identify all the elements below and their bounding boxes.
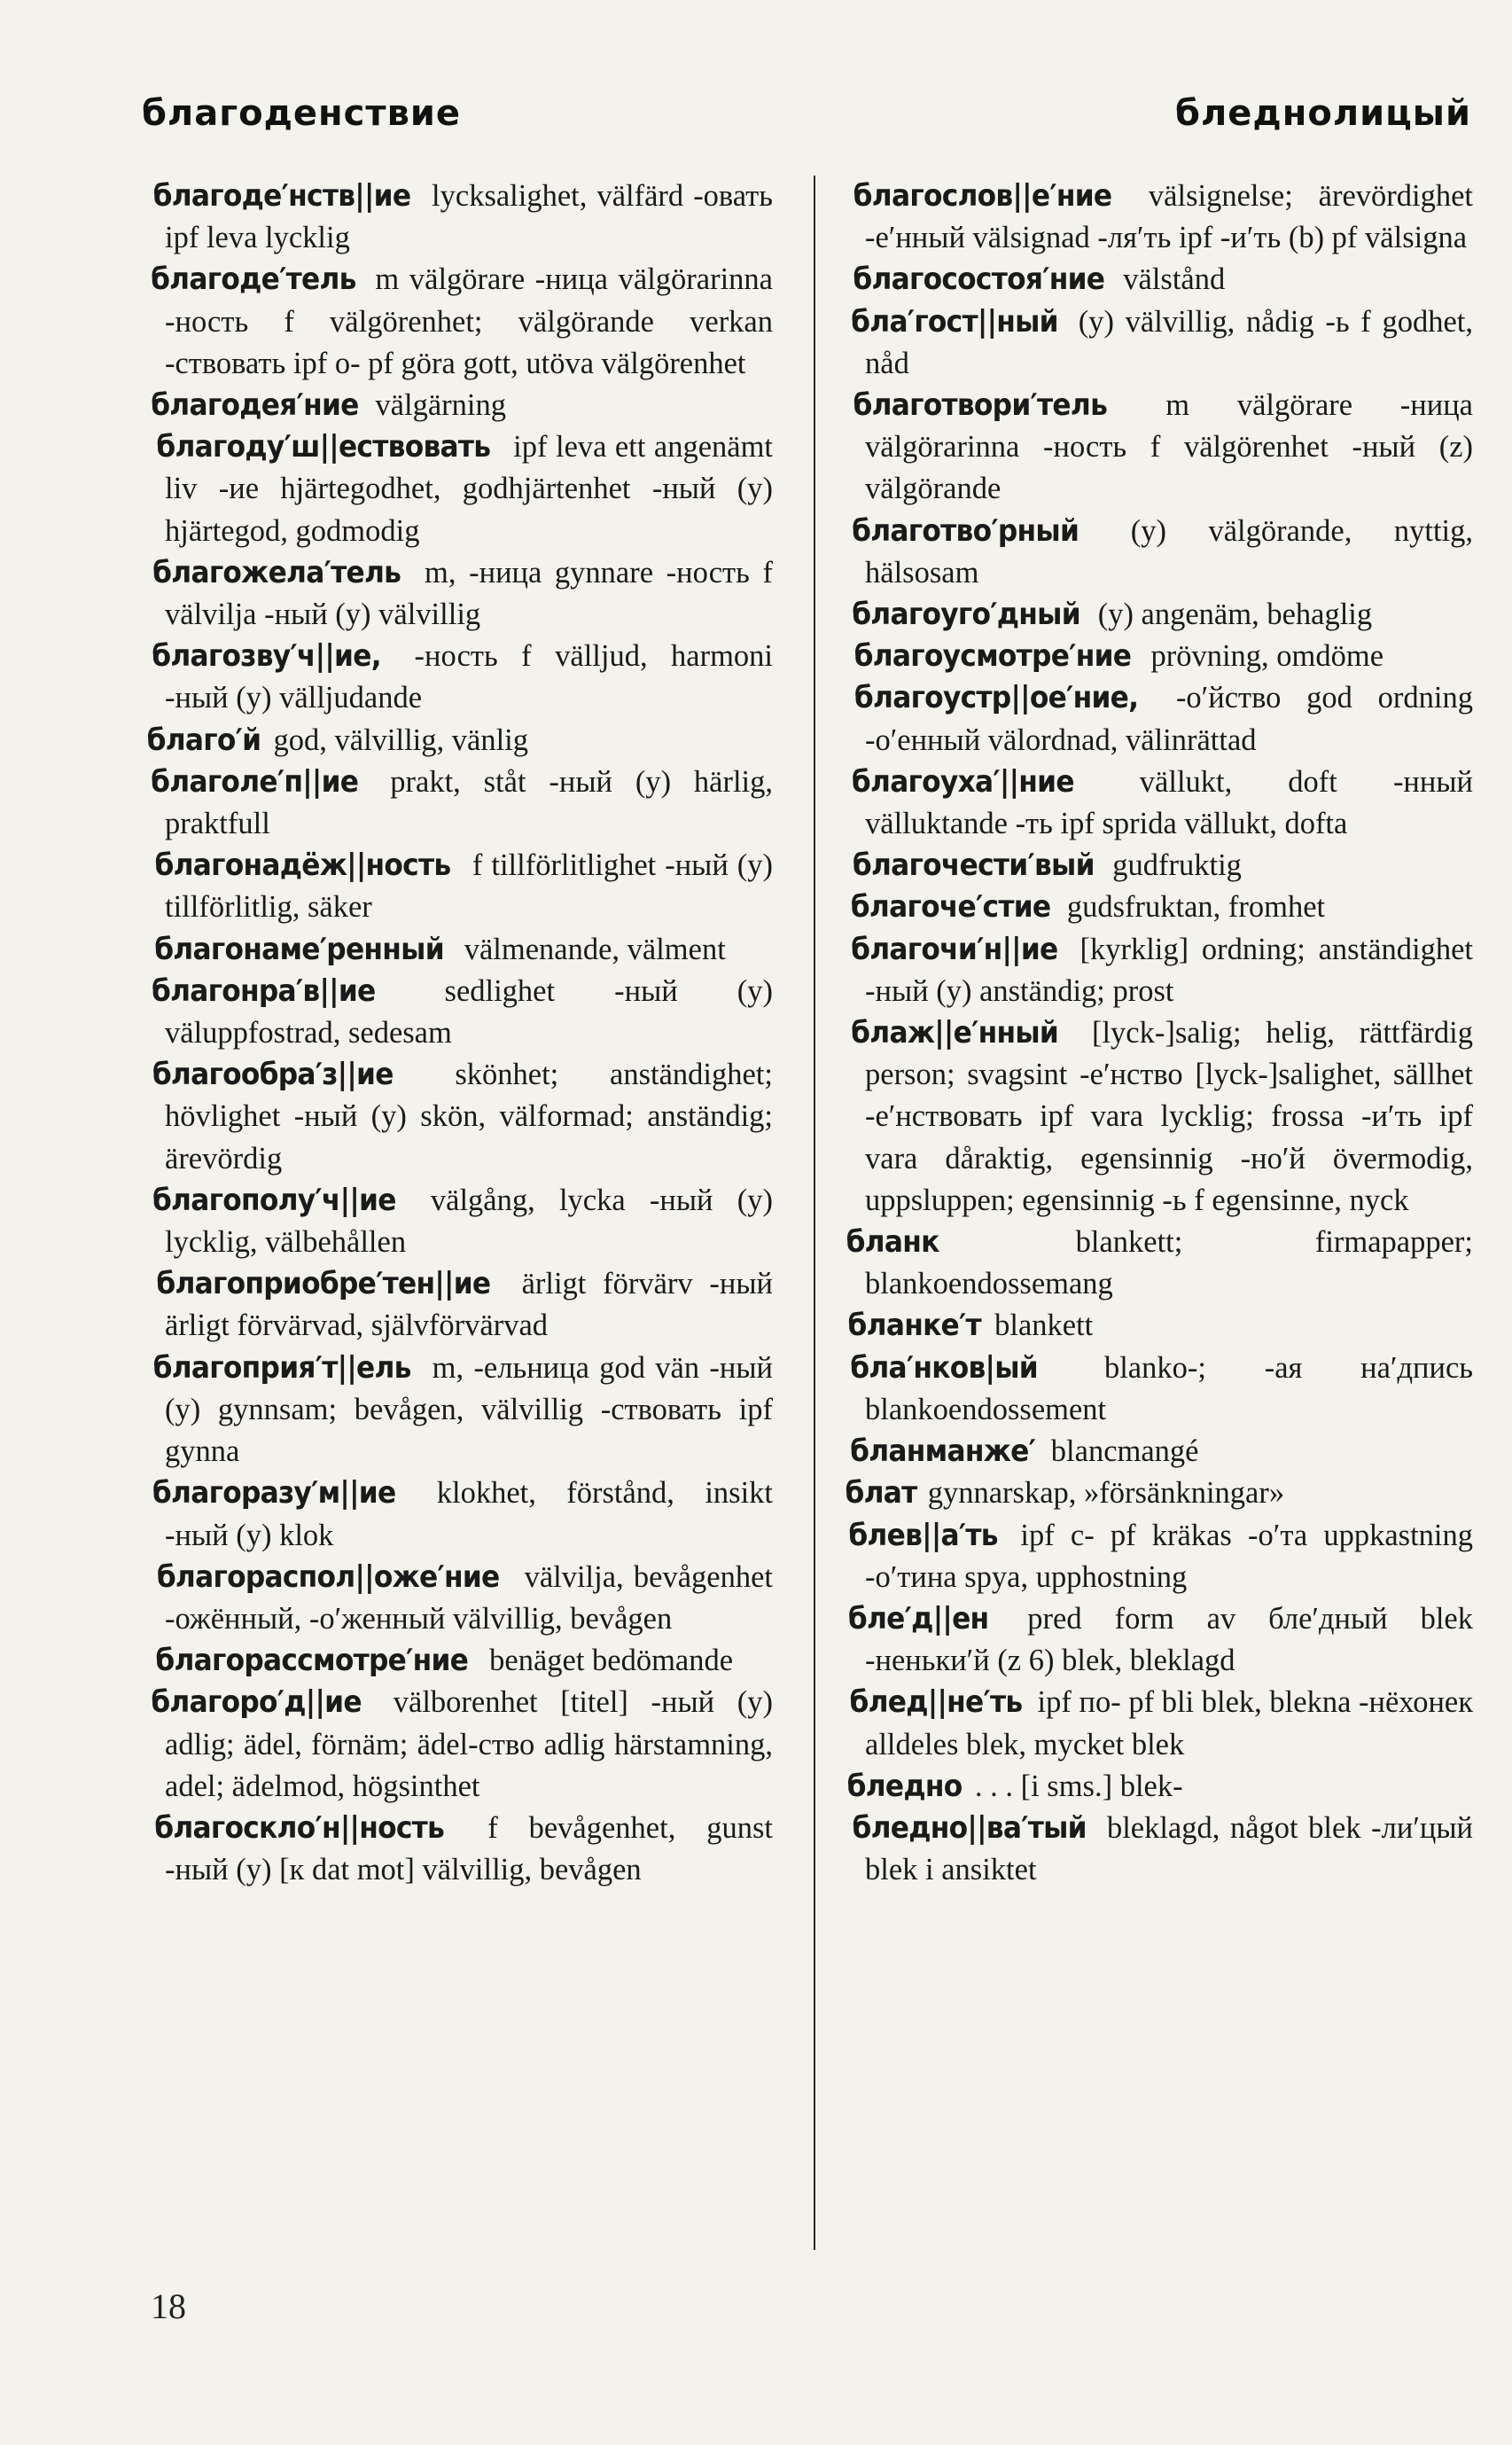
entry-definition: bleklagd, något blek -ли′цый blek i ansiktet [865,1810,1473,1887]
entry-headword: бледно||ва′тый [852,1809,1087,1846]
dictionary-entry [842,594,1473,636]
entry-headword: благополу′ч||ие [152,1182,396,1218]
entry-headword: бле′д||ен [847,1600,989,1637]
dictionary-entry [142,762,773,845]
entry-definition: välvilja, bevågenhet -ожённый, -о′женный välvillig, bevågen [165,1559,773,1636]
dictionary-entry [142,1347,773,1473]
dictionary-entry [142,1472,773,1556]
entry-definition: f tillförlitlighet -ный (y) tillförlitlig, säker [165,848,773,925]
entry-definition: välmenande, välment [456,932,726,966]
entry-definition: (y) välgörande, nyttig, hälsosam [865,513,1473,590]
dictionary-entry [142,1808,773,1891]
entry-headword: благоустр||ое′ние, [853,680,1139,716]
entry-headword: благоче′стие [850,889,1051,926]
entry-definition: ipf по- pf bli blek, blekna -нёхонек alldeles blek, mycket blek [865,1685,1473,1761]
entry-definition: [kyrklig] ordning; anständighet -ный (y) anständig; prost [865,932,1473,1008]
entry-definition: . . . [i sms.] blek- [967,1769,1183,1803]
entry-headword: благочи′н||ие [851,931,1058,967]
dictionary-entry [142,1557,773,1640]
entry-headword: благоусмотре′ние [853,638,1132,675]
entry-headword: благожела′тель [152,554,401,590]
dictionary-entry [842,887,1473,928]
running-head-right: бледнолицый [1175,93,1471,134]
entry-definition: benäget bedömande [481,1644,734,1678]
dictionary-entry [142,1640,773,1682]
entry-definition: sedlighet -ный (y) väluppfostrad, sedesam [165,973,773,1051]
dictionary-entry [842,301,1473,385]
entry-definition: prakt, ståt -ный (y) härlig, praktfull [165,764,773,841]
entry-headword: блед||не′ть [849,1684,1023,1721]
dictionary-entry [842,929,1473,1012]
dictionary-entry [142,636,773,719]
entry-definition: god, välvillig, vänlig [265,723,529,757]
dictionary-entry [842,1222,1473,1305]
entry-headword: благотвори′тель [853,387,1108,424]
page-number: 18 [151,2286,186,2326]
entry-headword: благоду′ш||ествовать [156,429,491,465]
entry-headword: благоуго′дный [852,597,1080,633]
entry-headword: благосостоя′ние [853,262,1105,298]
entry-headword: бла′гост||ный [851,303,1058,340]
entry-headword: бла′нков|ый [850,1349,1038,1386]
entry-definition: gudfruktig [1104,848,1242,883]
entry-definition: blancmangé [1043,1434,1199,1469]
entry-headword: благоде′нств||ие [152,178,411,214]
dictionary-entry [842,845,1473,887]
entry-headword: бледно [846,1768,963,1804]
dictionary-entry [142,1180,773,1263]
dictionary-entry [842,1012,1473,1222]
entry-headword: благослов||е′ние [853,178,1112,214]
entry-definition: skönhet; anständighet; hövlighet -ный (y) skön, välformad; anständig; ärevördig [165,1058,773,1176]
entry-definition: (y) välvillig, nådig -ь f godhet, nåd [865,304,1473,380]
entry-headword: бланманже′ [850,1433,1036,1470]
entry-definition: -о′йство god ordning -о′енный välordnad, välinrättad [865,681,1473,757]
dictionary-entry [842,677,1473,761]
entry-definition: blanko-; -ая на′дпись blankoendossement [865,1350,1473,1426]
entry-headword: благоуха′||ние [851,763,1074,800]
entry-headword: блат [845,1475,917,1512]
entry-headword: благоле′п||ие [151,763,359,800]
entry-definition: välgång, lycka -ный (y) lycklig, välbehållen [165,1183,773,1260]
entry-definition: (y) angenäm, behaglig [1090,598,1373,632]
entry-headword: благочести′вый [852,848,1095,884]
dictionary-entry [842,385,1473,511]
dictionary-entry [842,1766,1473,1808]
dictionary-entry [842,636,1473,677]
dictionary-entry [842,1347,1473,1431]
entry-definition: m, -ница gynnare -ность f välvilja -ный (y) välvillig [165,555,773,632]
entry-headword: бланк [846,1224,939,1261]
entry-headword: благонра′в||ие [151,973,376,1009]
dictionary-entry [842,1305,1473,1347]
dictionary-entry [842,176,1473,259]
dictionary-entry [142,929,773,971]
entry-definition: välsignelse; ärevördighet -е′нный välsignad -ля′ть ipf -и′ть (b) pf välsigna [865,179,1473,255]
entry-headword: блев||а′ть [848,1517,998,1553]
dictionary-entry [142,845,773,928]
entry-definition: -ность f välljud, harmoni -ный (y) välljudande [165,639,773,715]
entry-definition: blankett; firmapapper; blankoendossemang [865,1225,1473,1301]
entry-definition: m välgörare -ница välgörarinna -ность f välgörenhet -ный (z) välgörande [865,388,1473,506]
dictionary-entry [142,720,773,762]
dictionary-entry [842,1598,1473,1682]
dictionary-entry [142,259,773,385]
dictionary-entry [842,1515,1473,1598]
entry-definition: pred form av бле′дный blek -неньки′й (z 6) blek, bleklagd [865,1601,1473,1678]
entry-headword: благоро′д||ие [151,1684,362,1721]
right-column [842,176,1473,1891]
entry-definition: m välgörare -ница välgörarinna -ность f välgörenhet; välgörande verkan -ствовать ipf о- pf göra gott, utöva välgörenhet [165,262,773,380]
entry-definition: ipf leva ett angenämt liv -ие hjärtegodhet, godhjärtenhet -ный (y) hjärtegod, godmodig [165,430,773,548]
dictionary-entry [842,1472,1473,1514]
entry-headword: благонадёж||ность [154,848,451,884]
entry-headword: благодея′ние [151,387,359,424]
entry-headword: благоприобре′тен||ие [156,1266,491,1302]
entry-headword: благозву′ч||ие, [152,638,381,675]
dictionary-entry [142,426,773,552]
dictionary-entry [842,259,1473,301]
dictionary-entry [142,176,773,259]
dictionary-entry [842,1808,1473,1891]
entry-definition: m, -ельница god vän -ный (y) gynnsam; bevågen, välvillig -ствовать ipf gynna [165,1350,773,1469]
dictionary-entry [842,1431,1473,1472]
entry-headword: благонаме′ренный [154,931,444,967]
entry-definition: välstånd [1115,262,1226,297]
dictionary-entry [142,1682,773,1808]
entry-headword: благоприя′т||ель [152,1349,411,1386]
dictionary-entry [142,552,773,636]
entry-definition: klokhet, förstånd, insikt -ный (y) klok [165,1476,773,1552]
entry-headword: благо′й [146,722,261,758]
entry-definition: välgärning [367,388,506,423]
entry-definition: gynnarskap, »försänkningar» [920,1476,1285,1511]
entry-definition: ärligt förvärv -ный ärligt förvärvad, självförvärvad [165,1267,773,1343]
dictionary-entry [842,1682,1473,1765]
entry-headword: благотво′рный [852,512,1079,549]
dictionary-entry [142,1054,773,1180]
entry-headword: блаж||е′нный [851,1015,1059,1051]
entry-headword: бланке′т [847,1308,981,1344]
running-head-left: благоденствие [142,93,462,134]
dictionary-entry [842,762,1473,845]
entry-headword: благообра′з||ие [152,1057,394,1093]
entry-definition: prövning, omdöme [1142,639,1384,674]
entry-definition: ipf с- pf kräkas -о′та uppkastning -о′тина spya, upphostning [865,1518,1473,1594]
entry-headword: благоскло′н||ность [154,1809,445,1846]
entry-definition: blankett [986,1308,1094,1343]
entry-headword: благорассмотре′ние [155,1643,469,1679]
entry-definition: vällukt, doft -нный välluktande -ть ipf sprida vällukt, dofta [865,764,1473,841]
dictionary-entry [142,1263,773,1347]
entry-definition: gudsfruktan, fromhet [1059,890,1326,925]
entry-headword: благоразу′м||ие [152,1475,396,1512]
entry-headword: благораспол||оже′ние [156,1558,500,1595]
entry-headword: благоде′тель [151,262,356,298]
column-divider [814,176,815,2250]
entry-definition: välborenhet [titel] -ный (y) adlig; ädel, förnäm; ädel-ство adlig härstamning, adel; ädelmod, högsinthet [165,1685,773,1803]
entry-definition: lycksalighet, välfärd -овать ipf leva lycklig [165,179,773,255]
dictionary-entry [142,385,773,426]
left-column [142,176,773,1891]
dictionary-entry [142,971,773,1054]
entry-definition: f bevågenhet, gunst -ный (y) [к dat mot] välvillig, bevågen [165,1810,773,1887]
dictionary-entry [842,511,1473,594]
entry-definition: [lyck-]salig; helig, rättfärdig person; svagsint -е′нство [lyck-]salighet, sällhet -е′нствовать ipf vara lycklig; frossa -и′ть ipf vara dåraktig, egensinnig -но′й övermodig, uppsluppen; egensinnig -ь f egensinne, nyck [865,1016,1473,1217]
